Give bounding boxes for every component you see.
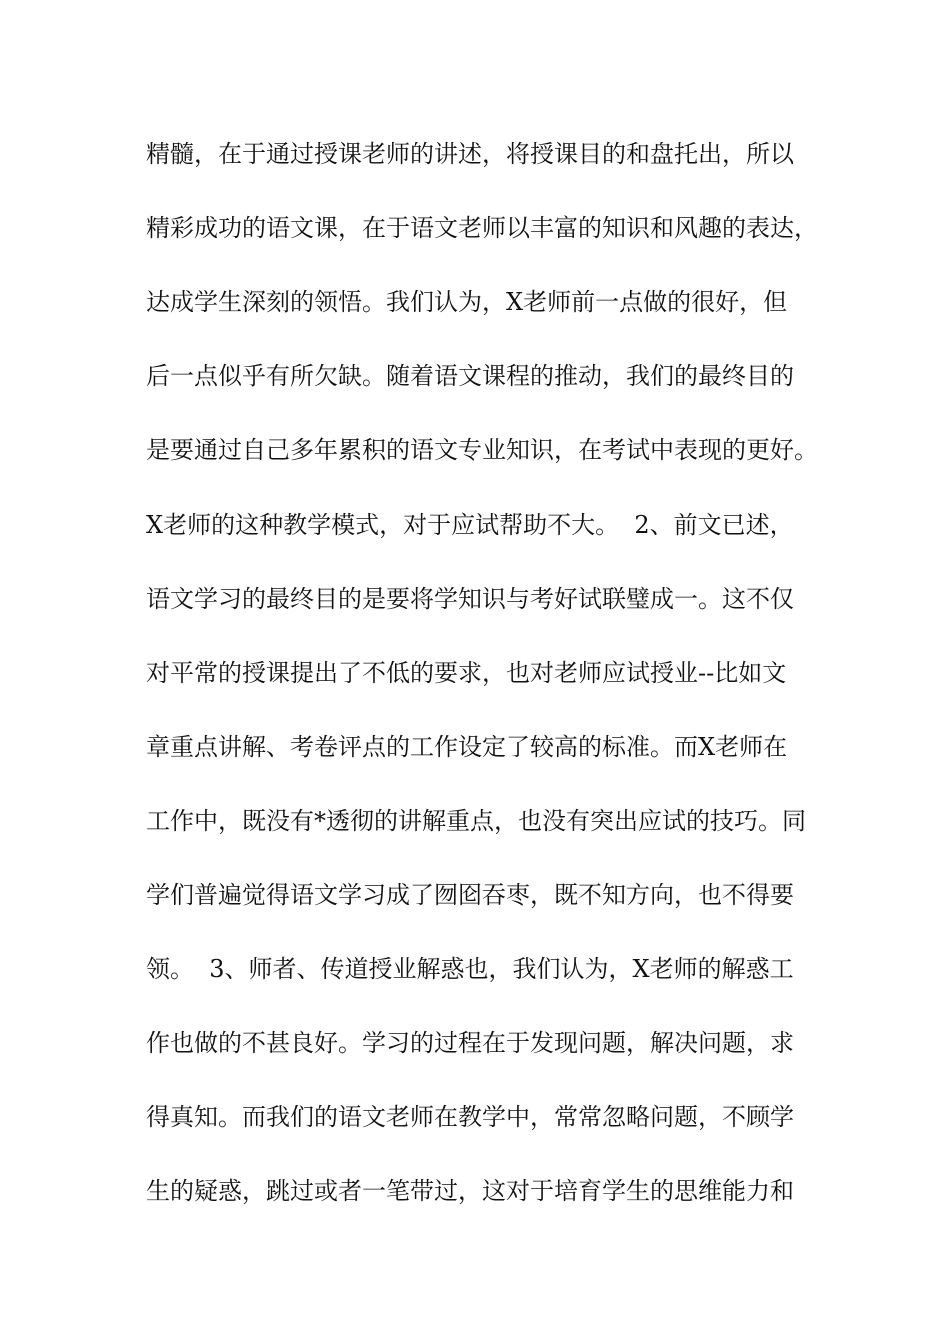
text-line-7: 语文学习的最终目的是要将学知识与考好试联璧成一。这不仅 xyxy=(146,585,794,613)
text-line-14: 得真知。而我们的语文老师在教学中，常常忽略问题，不顾学 xyxy=(146,1103,794,1131)
text-line-4: 后一点似乎有所欠缺。随着语文课程的推动，我们的最终目的 xyxy=(146,362,794,390)
text-line-3: 达成学生深刻的领悟。我们认为，X老师前一点做的很好，但 xyxy=(146,288,788,316)
text-line-2: 精彩成功的语文课，在于语文老师以丰富的知识和风趣的表达， xyxy=(146,214,818,242)
text-line-5: 是要通过自己多年累积的语文专业知识，在考试中表现的更好。 xyxy=(146,436,818,464)
text-line-9: 章重点讲解、考卷评点的工作设定了较高的标准。而X老师在 xyxy=(146,733,788,761)
text-line-1: 精髓，在于通过授课老师的讲述，将授课目的和盘托出，所以 xyxy=(146,140,794,168)
text-line-6: X老师的这种教学模式，对于应试帮助不大。 2、前文已述， xyxy=(146,511,794,539)
text-line-8: 对平常的授课提出了不低的要求，也对老师应试授业--比如文 xyxy=(146,659,787,687)
text-line-11: 学们普遍觉得语文学习成了囫囵吞枣，既不知方向，也不得要 xyxy=(146,881,794,909)
text-line-12: 领。 3、师者、传道授业解惑也，我们认为，X老师的解惑工 xyxy=(146,955,794,983)
text-line-15: 生的疑惑，跳过或者一笔带过，这对于培育学生的思维能力和 xyxy=(146,1177,794,1205)
text-line-10: 工作中，既没有*透彻的讲解重点，也没有突出应试的技巧。同 xyxy=(146,807,806,835)
text-line-13: 作也做的不甚良好。学习的过程在于发现问题，解决问题，求 xyxy=(146,1029,794,1057)
